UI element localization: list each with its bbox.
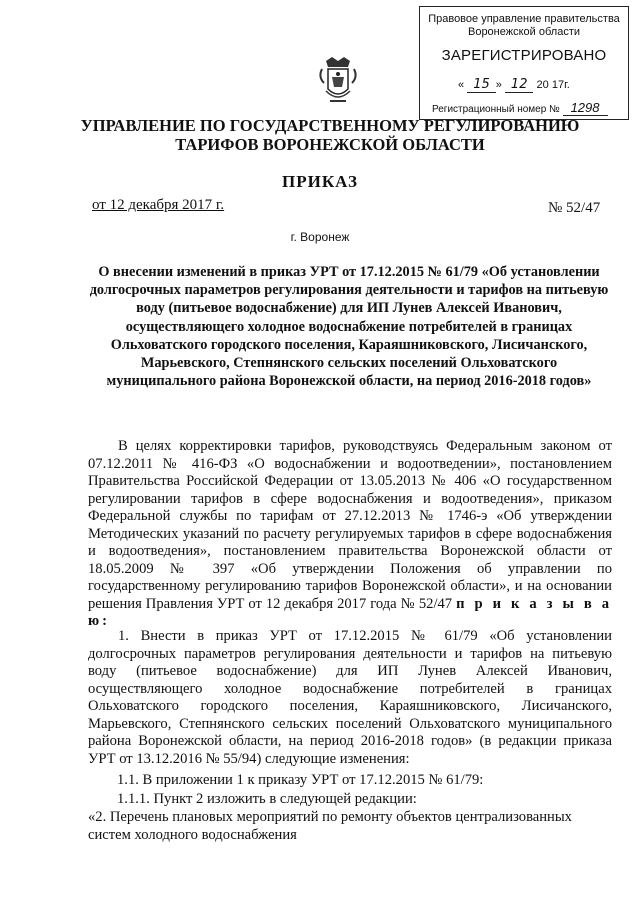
item-1-1: 1.1. В приложении 1 к приказу УРТ от 17.12.2015 № 61/79: <box>117 772 484 788</box>
stamp-reg-number-value: 1298 <box>563 100 608 116</box>
stamp-year: 20 17 <box>536 79 565 91</box>
stamp-reg-number: Регистрационный номер № 1298 <box>432 100 622 115</box>
preamble-paragraph: В целях корректировки тарифов, руководствуясь Федеральным законом от 07.12.2011 № 416-ФЗ «О водоснабжении и водоотведении», постановлением Правительства Российской Федерации от 13.05.2013 № 406 «О государственном регулировании тарифов в сфере водоснабжения и водоотведения», приказом Федеральной службы по тарифам от 27.12.2013 № 1746-э «Об утверждении Методических указаний по расчету регулируемых тарифов в сфере водоснабжения и водоотведения», постановлением правительства Воронежской области от 18.05.2009 № 397 «Об утверждении Положения об управлении по государственному регулированию тарифов Воронежской области», и на основании решения Правления УРТ от 12 декабря 2017 года № 52/47 п р и к а з ы в а ю: <box>88 438 612 629</box>
stamp-organization: Правовое управление правительства Воронежской области <box>428 13 620 38</box>
item-1-paragraph: 1. Внести в приказ УРТ от 17.12.2015 № 61/79 «Об установлении долгосрочных параметров регулирования деятельности и тарифов на питьевую воду (питьевое водоснабжение) для ИП Лунев Алексей Иванович, осуществляющего холодное водоснабжение потребителей в границах Ольховатского городского поселения, Караяшниковского, Лисичанского, Марьевского, Степнянского сельских поселений Ольховатского муниципального района Воронежской области, на период 2016-2018 годов» (в редакции приказа УРТ от 13.12.2016 № 55/94) следующие изменения: <box>88 628 612 767</box>
decree-word: п р и к а з ы в а ю: <box>88 595 612 629</box>
document-type-title: ПРИКАЗ <box>282 172 358 191</box>
organization-title: УПРАВЛЕНИЕ ПО ГОСУДАРСТВЕННОМУ РЕГУЛИРОВАНИЮ ТАРИФОВ ВОРОНЕЖСКОЙ ОБЛАСТИ <box>80 116 580 154</box>
stamp-date: « 15 » 12 20 17г. <box>458 77 570 92</box>
quote-line-2: систем холодного водоснабжения <box>88 827 297 843</box>
stamp-registered: ЗАРЕГИСТРИРОВАНО <box>441 47 607 64</box>
registration-stamp <box>419 6 629 120</box>
stamp-day: 15 <box>467 77 496 93</box>
item-1-1-1: 1.1.1. Пункт 2 изложить в следующей редакции: <box>117 791 417 807</box>
order-number: № 52/47 <box>548 200 601 216</box>
order-subject: О внесении изменений в приказ УРТ от 17.12.2015 № 61/79 «Об установлении долгосрочных параметров регулирования деятельности и тарифов на питьевую воду (питьевое водоснабжение) для ИП Лунев Алексей Иванович, осуществляющего холодное водоснабжение потребителей в границах Ольховатского городского поселения, Караяшниковского, Лисичанского, Марьевского, Степнянского сельских поселений Ольховатского муниципального района Воронежской области, на период 2016-2018 годов» <box>89 264 609 390</box>
order-date: от 12 декабря 2017 г. <box>92 197 225 213</box>
quote-line-1: «2. Перечень плановых мероприятий по ремонту объектов централизованных <box>88 809 572 825</box>
city: г. Воронеж <box>290 230 350 244</box>
stamp-month: 12 <box>505 77 534 93</box>
coat-of-arms-icon <box>318 55 358 107</box>
